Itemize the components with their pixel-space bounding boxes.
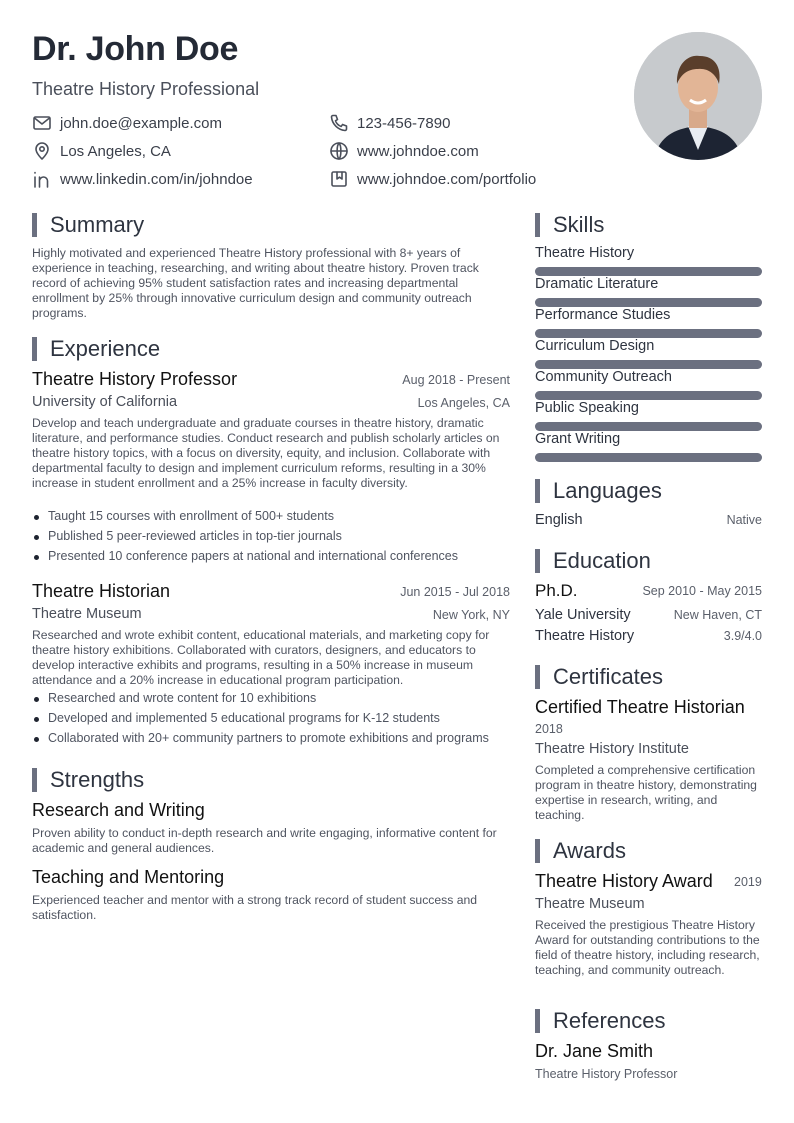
contact-phone-text: 123-456-7890 (357, 114, 451, 132)
candidate-title: Theatre History Professional (32, 79, 260, 99)
bookmark-icon (329, 169, 349, 189)
reference-role: Theatre History Professor (535, 1067, 678, 1081)
skill-level-bar (535, 267, 762, 276)
education-field: Theatre History (535, 628, 635, 644)
skill-item (535, 245, 762, 265)
reference-name: Dr. Jane Smith (535, 1041, 654, 1061)
award-title: Theatre History Award (535, 871, 713, 891)
section-skills-heading: Skills (535, 212, 604, 238)
award-year: 2019 (734, 875, 762, 889)
skill-level-bar (535, 422, 762, 431)
list-item: Collaborated with 20+ community partners to promote exhibitions and programs (32, 728, 510, 748)
section-accent-bar (535, 665, 540, 689)
education-school: Yale University (535, 607, 631, 623)
section-certificates-heading: Certificates (535, 664, 663, 690)
strength-description: Experienced teacher and mentor with a strong track record of student success and satisfaction. (32, 893, 478, 922)
section-accent-bar (535, 1009, 540, 1033)
skill-level-bar (535, 453, 762, 462)
education-field-row (535, 626, 762, 646)
section-accent-bar (535, 549, 540, 573)
section-accent-bar (32, 337, 37, 361)
job-location: New York, NY (432, 608, 510, 622)
section-references-heading: References (535, 1008, 666, 1034)
skill-label: Dramatic Literature (535, 276, 659, 292)
job-organization: Theatre Museum (32, 606, 142, 622)
contact-location-text: Los Angeles, CA (60, 142, 171, 160)
education-school-row (535, 605, 762, 625)
section-awards-heading: Awards (535, 838, 626, 864)
award-issuer: Theatre Museum (535, 896, 645, 912)
contact-website-text: www.johndoe.com (357, 142, 479, 160)
section-accent-bar (32, 768, 37, 792)
summary-text: Highly motivated and experienced Theatre History professional with 8+ years of experience in teaching, researching, and writing about theatre history. Proven track record of achieving 95% student satisfaction rates and increasing departmental enrollment by 25% through innovative curriculum design and community outreach programs. (32, 246, 479, 320)
skill-level-fill (535, 329, 762, 338)
skill-level-bar (535, 298, 762, 307)
education-degree-row (535, 581, 762, 601)
job-title: Theatre History Professor (32, 369, 238, 389)
list-item: Developed and implemented 5 educational programs for K-12 students (32, 708, 510, 728)
language-row (535, 510, 762, 530)
certificate-year: 2018 (535, 722, 563, 736)
skill-level-fill (535, 391, 762, 400)
skill-label: Theatre History (535, 245, 635, 261)
profile-photo (634, 32, 762, 160)
list-item: Published 5 peer-reviewed articles in top-tier journals (32, 526, 510, 546)
section-accent-bar (535, 479, 540, 503)
language-name: English (535, 512, 583, 528)
section-accent-bar (32, 213, 37, 237)
certificate-title: Certified Theatre Historian (535, 697, 745, 717)
job-title: Theatre Historian (32, 581, 171, 601)
linkedin-icon (32, 169, 52, 189)
section-strengths-heading: Strengths (32, 767, 144, 793)
list-item: Researched and wrote content for 10 exhibitions (32, 688, 510, 708)
certificate-issuer: Theatre History Institute (535, 741, 689, 757)
contact-website[interactable] (329, 140, 479, 162)
job-dates: Aug 2018 - Present (402, 373, 510, 387)
job-organization: University of California (32, 394, 178, 410)
location-pin-icon (32, 141, 52, 161)
section-accent-bar (535, 213, 540, 237)
skill-item (535, 338, 762, 358)
contact-portfolio-text: www.johndoe.com/portfolio (357, 170, 537, 188)
skill-item (535, 400, 762, 420)
skill-level-bar (535, 329, 762, 338)
contact-portfolio[interactable] (329, 168, 536, 190)
skill-level-fill (535, 453, 762, 462)
skill-label: Performance Studies (535, 307, 671, 323)
section-accent-bar (535, 839, 540, 863)
skill-label: Grant Writing (535, 431, 621, 447)
job-dates: Jun 2015 - Jul 2018 (400, 585, 510, 599)
education-location: New Haven, CT (673, 608, 762, 622)
contact-linkedin[interactable] (32, 168, 253, 190)
globe-icon (329, 141, 349, 161)
strength-title: Teaching and Mentoring (32, 867, 225, 887)
certificate-description: Completed a comprehensive certification program in theatre history, demonstrating expertise in research, writing, and teaching. (535, 763, 757, 822)
award-description: Received the prestigious Theatre History Award for outstanding contributions to the field of theatre history, including research, teaching, and community outreach. (535, 918, 760, 977)
contact-location (32, 140, 171, 162)
strength-description: Proven ability to conduct in-depth research and write engaging, informative content for academic and general audiences. (32, 826, 497, 855)
skill-item (535, 276, 762, 296)
contact-email-text: john.doe@example.com (60, 114, 222, 132)
job-location: Los Angeles, CA (417, 396, 510, 410)
contact-phone[interactable] (329, 112, 450, 134)
list-item: Presented 10 conference papers at national and international conferences (32, 546, 510, 566)
section-experience-heading: Experience (32, 336, 160, 362)
language-level: Native (726, 513, 762, 527)
section-languages-heading: Languages (535, 478, 662, 504)
skill-level-fill (535, 298, 762, 307)
section-summary-heading: Summary (32, 212, 144, 238)
job-description: Researched and wrote exhibit content, educational materials, and marketing copy for theatre history exhibitions. Collaborated with curators, designers, and educators to develop interactive exhibits and programs, resulting in a 50% increase in museum attendance and a 20% increase in educational program participation. (32, 628, 490, 687)
job-achievements (32, 688, 510, 748)
skill-level-bar (535, 360, 762, 369)
skill-level-fill (535, 360, 762, 369)
section-education-heading: Education (535, 548, 651, 574)
skill-level-bar (535, 391, 762, 400)
strength-title: Research and Writing (32, 800, 205, 820)
skill-item (535, 431, 762, 451)
contact-linkedin-text: www.linkedin.com/in/johndoe (60, 170, 253, 188)
contact-email[interactable] (32, 112, 222, 134)
skill-label: Community Outreach (535, 369, 672, 385)
education-gpa: 3.9/4.0 (723, 629, 762, 643)
job-description: Develop and teach undergraduate and graduate courses in theatre history, dramatic literature, and performance studies. Conduct research and publish scholarly articles on theatre history topics, with a focus on diversity, equity, and inclusion. Collaborate with departmental faculty to design and implement curriculum reforms, resulting in a 30% increase in student enrollment and a 25% increase in faculty diversity. (32, 416, 500, 490)
skill-item (535, 307, 762, 327)
skill-label: Public Speaking (535, 400, 639, 416)
skill-level-fill (535, 267, 762, 276)
list-item: Taught 15 courses with enrollment of 500+ students (32, 506, 510, 526)
skill-label: Curriculum Design (535, 338, 655, 354)
phone-icon (329, 113, 349, 133)
skill-item (535, 369, 762, 389)
skill-level-fill (535, 422, 762, 431)
education-degree: Ph.D. (535, 581, 578, 600)
candidate-name: Dr. John Doe (32, 30, 239, 68)
job-achievements (32, 506, 510, 566)
mail-icon (32, 113, 52, 133)
education-dates: Sep 2010 - May 2015 (642, 584, 762, 598)
